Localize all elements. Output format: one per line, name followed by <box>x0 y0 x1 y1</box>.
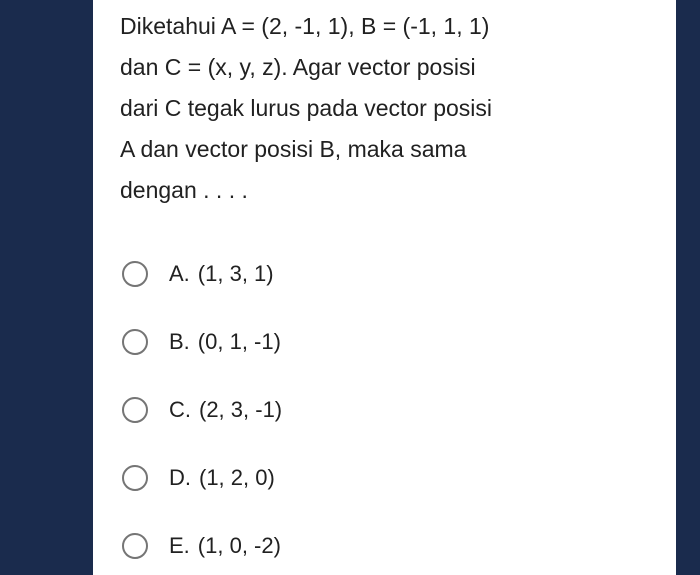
option-d-label <box>169 465 275 491</box>
option-letter: A. <box>169 261 190 286</box>
option-letter: C. <box>169 397 191 422</box>
option-value: (1, 3, 1) <box>197 261 274 286</box>
option-letter: D. <box>169 465 191 490</box>
radio-button-c[interactable] <box>122 397 148 423</box>
option-value: (0, 1, -1) <box>197 329 281 354</box>
question-line: dengan . . . . <box>120 177 248 203</box>
radio-button-a[interactable] <box>122 261 148 287</box>
option-b-label <box>169 329 281 355</box>
option-b[interactable] <box>122 308 622 376</box>
answer-options <box>122 240 622 575</box>
question-text <box>120 6 665 211</box>
option-e-label <box>169 533 281 559</box>
option-c-label <box>169 397 282 423</box>
question-line: dan C = (x, y, z). Agar vector posisi <box>120 54 476 80</box>
radio-button-e[interactable] <box>122 533 148 559</box>
option-value: (1, 0, -2) <box>197 533 281 558</box>
option-e[interactable] <box>122 512 622 575</box>
option-letter: E. <box>169 533 190 558</box>
option-a[interactable] <box>122 240 622 308</box>
question-card <box>93 0 676 575</box>
option-letter: B. <box>169 329 190 354</box>
option-value: (1, 2, 0) <box>199 465 275 490</box>
question-line: A dan vector posisi B, maka sama <box>120 136 467 162</box>
option-a-label <box>169 261 274 287</box>
question-line: Diketahui A = (2, -1, 1), B = (-1, 1, 1) <box>120 13 490 39</box>
question-line: dari C tegak lurus pada vector posisi <box>120 95 493 121</box>
option-c[interactable] <box>122 376 622 444</box>
option-value: (2, 3, -1) <box>199 397 283 422</box>
radio-button-d[interactable] <box>122 465 148 491</box>
option-d[interactable] <box>122 444 622 512</box>
radio-button-b[interactable] <box>122 329 148 355</box>
